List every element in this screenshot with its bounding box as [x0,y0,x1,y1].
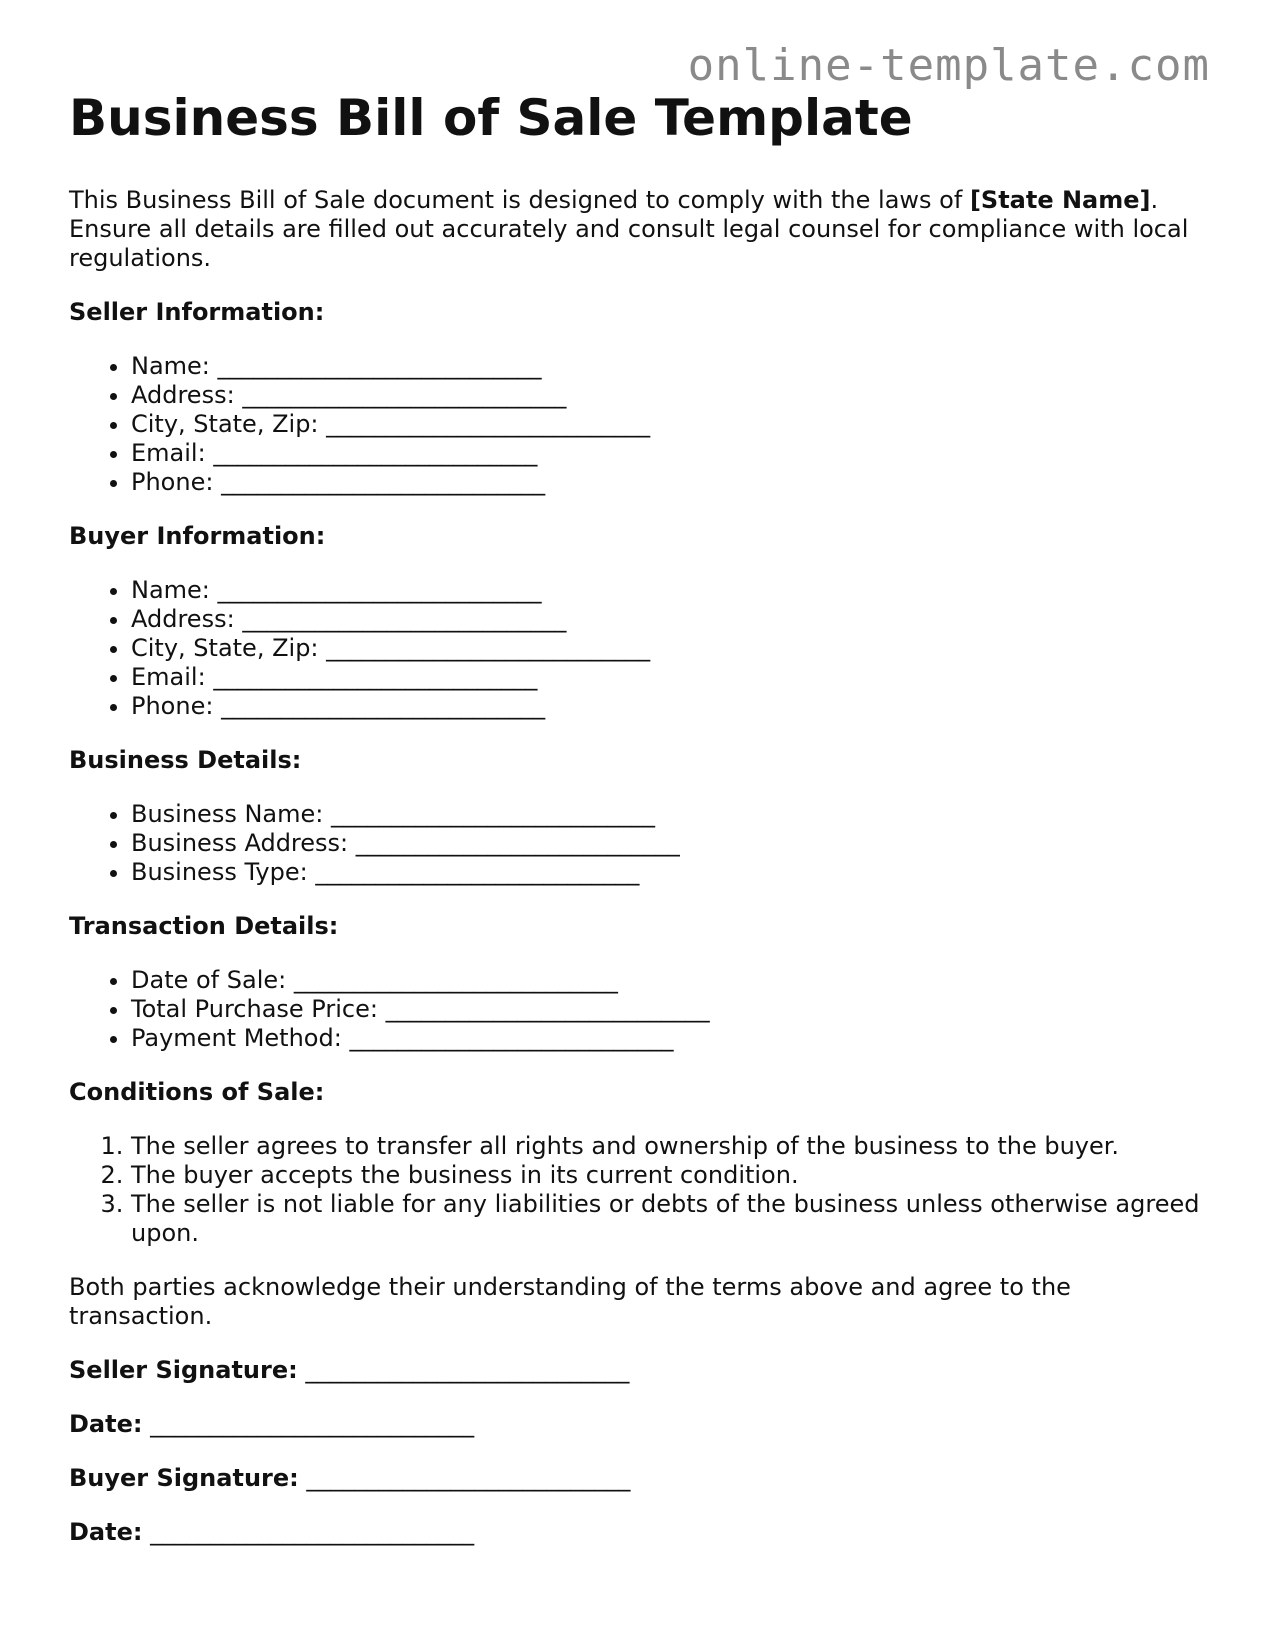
fill-line[interactable]: ___________________________ [305,1356,630,1384]
field-label: City, State, Zip: [131,634,319,662]
fill-line[interactable]: ___________________________ [242,381,567,409]
conditions-list [69,1132,1209,1248]
field-label: Total Purchase Price: [131,995,378,1023]
total-purchase-price-field[interactable] [131,995,1209,1024]
transaction-details-heading: Transaction Details: [69,912,339,940]
field-label: City, State, Zip: [131,410,319,438]
buyer-date-line[interactable] [69,1518,1209,1547]
fill-line[interactable]: ___________________________ [217,576,542,604]
field-label: Payment Method: [131,1024,342,1052]
fill-line[interactable]: ___________________________ [217,352,542,380]
fill-line[interactable]: ___________________________ [150,1410,475,1438]
fill-line[interactable]: ___________________________ [355,829,680,857]
fill-line[interactable]: ___________________________ [331,800,655,828]
fill-line[interactable]: ___________________________ [315,858,640,886]
seller-info-heading: Seller Information: [69,298,325,326]
seller-city-state-zip-field[interactable] [131,410,1209,439]
field-label: Business Type: [131,858,308,886]
field-label: Date of Sale: [131,966,287,994]
fill-line[interactable]: ___________________________ [221,692,546,720]
intro-text-after: . Ensure all details are filled out accurately and consult legal counsel for compliance with local regulations. [69,186,1189,272]
buyer-signature-line[interactable] [69,1464,1209,1493]
payment-method-field[interactable] [131,1024,1209,1053]
buyer-info-heading: Buyer Information: [69,522,326,550]
date-of-sale-field[interactable] [131,966,1209,995]
buyer-info-list [69,576,1209,721]
buyer-name-field[interactable] [131,576,1209,605]
field-label: Name: [131,352,210,380]
business-details-list [69,800,1209,887]
acknowledgment-paragraph: Both parties acknowledge their understanding of the terms above and agree to the transaction. [69,1273,1071,1330]
buyer-address-field[interactable] [131,605,1209,634]
fill-line[interactable]: ___________________________ [213,439,538,467]
seller-signature-line[interactable] [69,1356,1209,1385]
document-page [69,88,1209,1572]
fill-line[interactable]: ___________________________ [293,966,618,994]
state-name-placeholder: [State Name] [969,186,1151,214]
business-type-field[interactable] [131,858,1209,887]
buyer-email-field[interactable] [131,663,1209,692]
field-label: Address: [131,381,235,409]
field-label: Email: [131,663,206,691]
business-address-field[interactable] [131,829,1209,858]
buyer-phone-field[interactable] [131,692,1209,721]
seller-name-field[interactable] [131,352,1209,381]
fill-line[interactable]: ___________________________ [349,1024,674,1052]
conditions-heading: Conditions of Sale: [69,1078,325,1106]
fill-line[interactable]: ___________________________ [385,995,710,1023]
buyer-city-state-zip-field[interactable] [131,634,1209,663]
field-label: Business Name: [131,800,324,828]
fill-line[interactable]: ___________________________ [326,634,651,662]
transaction-details-list [69,966,1209,1053]
buyer-signature-label: Buyer Signature: [69,1464,299,1492]
fill-line[interactable]: ___________________________ [150,1518,475,1546]
fill-line[interactable]: ___________________________ [326,410,651,438]
page-title: Business Bill of Sale Template [69,89,913,147]
condition-item: 1. The seller agrees to transfer all rights and ownership of the business to the buyer. [131,1132,1209,1161]
field-label: Name: [131,576,210,604]
intro-paragraph [69,186,1209,273]
buyer-date-label: Date: [69,1518,143,1546]
field-label: Address: [131,605,235,633]
business-details-heading: Business Details: [69,746,302,774]
condition-item: 2. The buyer accepts the business in its current condition. [131,1161,1209,1190]
field-label: Phone: [131,468,214,496]
fill-line[interactable]: ___________________________ [221,468,546,496]
fill-line[interactable]: ___________________________ [242,605,567,633]
seller-date-label: Date: [69,1410,143,1438]
business-name-field[interactable] [131,800,1209,829]
field-label: Business Address: [131,829,349,857]
fill-line[interactable]: ___________________________ [213,663,538,691]
condition-item: 3. The seller is not liable for any liabilities or debts of the business unless otherwise agreed upon. [131,1190,1209,1248]
field-label: Phone: [131,692,214,720]
fill-line[interactable]: ___________________________ [306,1464,631,1492]
intro-text-before: This Business Bill of Sale document is designed to comply with the laws of [69,186,970,214]
field-label: Email: [131,439,206,467]
seller-signature-label: Seller Signature: [69,1356,298,1384]
seller-date-line[interactable] [69,1410,1209,1439]
watermark: online-template.com [687,40,1210,91]
seller-address-field[interactable] [131,381,1209,410]
seller-phone-field[interactable] [131,468,1209,497]
seller-email-field[interactable] [131,439,1209,468]
seller-info-list [69,352,1209,497]
